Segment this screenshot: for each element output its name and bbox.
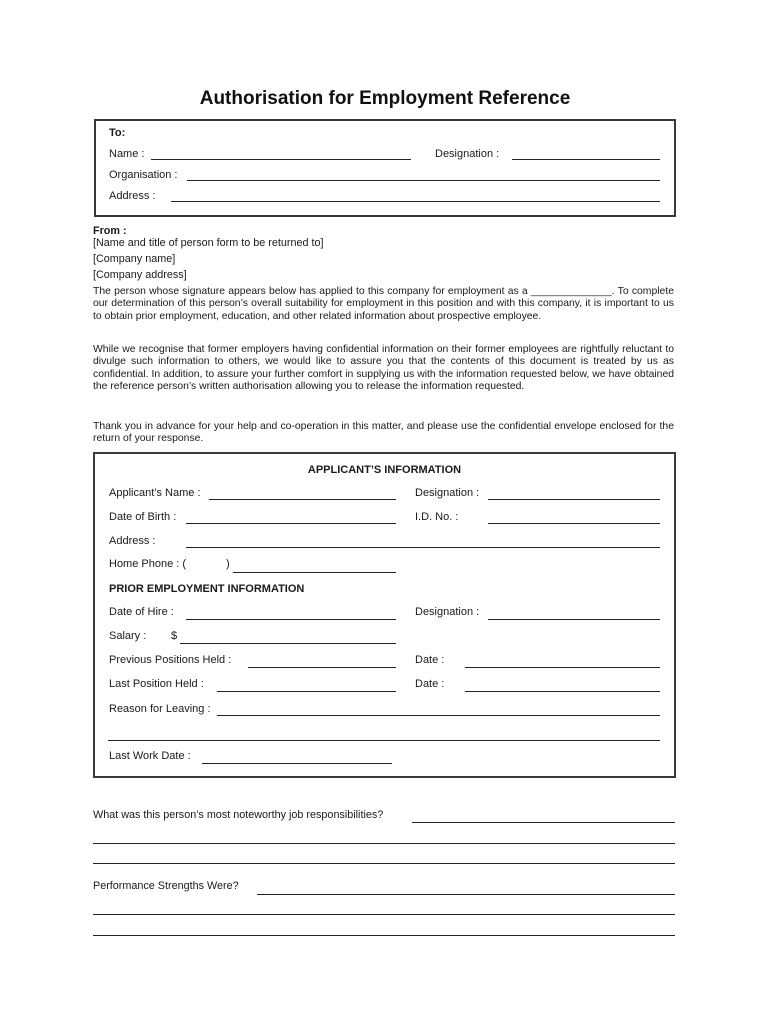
page-title: Authorisation for Employment Reference <box>199 88 571 109</box>
strengths-field[interactable] <box>257 881 675 895</box>
last-work-date-field[interactable] <box>202 750 392 764</box>
last-position-label: Last Position Held : <box>109 678 204 690</box>
from-heading: From : <box>93 225 127 237</box>
thank-you-paragraph: Thank you in advance for your help and co-operation in this matter, and please use the confidential envelope enclosed for the return of your response. <box>93 421 674 445</box>
id-field[interactable] <box>488 510 660 524</box>
to-heading: To: <box>109 127 126 139</box>
home-phone-area-code-field[interactable] <box>194 558 224 572</box>
to-designation-label: Designation : <box>435 148 500 160</box>
from-line-address: [Company address] <box>93 269 187 281</box>
prior-designation-label: Designation : <box>415 606 480 618</box>
responsibilities-question: What was this person’s most noteworthy job responsibilities? <box>93 809 384 821</box>
applicant-name-label: Applicant’s Name : <box>109 487 201 499</box>
home-phone-label: Home Phone : ( <box>109 558 187 570</box>
previous-positions-date-field[interactable] <box>465 654 660 668</box>
intro-paragraph: The person whose signature appears below has applied to this company for employment as a ______________. To complete our determination of this person’s overall suitability for employment in this position and with this company, it is important to us to obtain prior employment, education, and other related information about prospective employee. <box>93 286 674 322</box>
responsibilities-field[interactable] <box>412 809 675 823</box>
salary-dollar-symbol: $ <box>171 630 178 642</box>
last-position-date-field[interactable] <box>465 678 660 692</box>
reason-for-leaving-field[interactable] <box>217 702 660 716</box>
previous-positions-field[interactable] <box>248 654 396 668</box>
strengths-field-2[interactable] <box>93 901 675 915</box>
prior-designation-field[interactable] <box>488 606 660 620</box>
id-label: I.D. No. : <box>415 511 459 523</box>
salary-label: Salary : <box>109 630 147 642</box>
from-line-name: [Name and title of person form to be returned to] <box>93 237 324 249</box>
to-organisation-field[interactable] <box>187 167 660 181</box>
confidentiality-paragraph: While we recognise that former employers having confidential information on their former employees are rightfully reluctant to divulge such information to others, we would like to assure you that the contents of this document is treated by us as confidential. In addition, to assure your further comfort in supplying us with the information requested below, we have obtained the reference person’s written authorisation allowing you to release the information requested. <box>93 344 674 393</box>
date-of-hire-label: Date of Hire : <box>109 606 174 618</box>
applicant-name-field[interactable] <box>209 486 396 500</box>
date-of-hire-field[interactable] <box>186 606 396 620</box>
to-name-label: Name : <box>109 148 145 160</box>
last-position-field[interactable] <box>217 678 396 692</box>
responsibilities-field-3[interactable] <box>93 850 675 864</box>
applicant-address-label: Address : <box>109 535 156 547</box>
last-work-date-label: Last Work Date : <box>109 750 191 762</box>
to-organisation-label: Organisation : <box>109 169 178 181</box>
to-designation-field[interactable] <box>512 146 660 160</box>
previous-positions-label: Previous Positions Held : <box>109 654 232 666</box>
applicant-designation-field[interactable] <box>488 486 660 500</box>
salary-field[interactable] <box>180 630 396 644</box>
applicant-heading: APPLICANT’S INFORMATION <box>307 464 462 476</box>
strengths-question: Performance Strengths Were? <box>93 880 239 892</box>
to-address-field[interactable] <box>171 188 660 202</box>
strengths-field-3[interactable] <box>93 922 675 936</box>
prior-employment-heading: PRIOR EMPLOYMENT INFORMATION <box>109 583 305 595</box>
reason-for-leaving-label: Reason for Leaving : <box>109 703 211 715</box>
from-line-company: [Company name] <box>93 253 176 265</box>
previous-positions-date-label: Date : <box>415 654 445 666</box>
applicant-address-field[interactable] <box>186 534 660 548</box>
home-phone-field[interactable] <box>233 559 396 573</box>
reason-for-leaving-field-2[interactable] <box>108 727 660 741</box>
responsibilities-field-2[interactable] <box>93 830 675 844</box>
applicant-designation-label: Designation : <box>415 487 480 499</box>
dob-field[interactable] <box>186 510 396 524</box>
to-name-field[interactable] <box>151 146 411 160</box>
home-phone-close: ) <box>226 558 230 570</box>
to-address-label: Address : <box>109 190 156 202</box>
last-position-date-label: Date : <box>415 678 445 690</box>
dob-label: Date of Birth : <box>109 511 177 523</box>
